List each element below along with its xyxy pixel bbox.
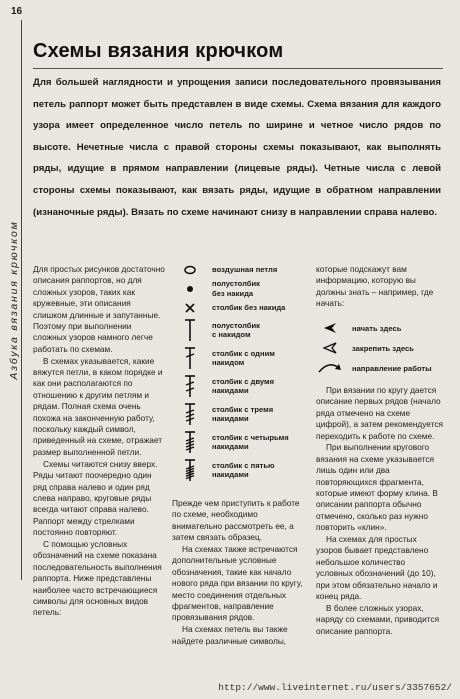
paragraph: Для простых рисунков достаточно описания раппортов, но для сложных узоров, таких как кружевные, эти описания слишком длинные и запутанные. Поэтому при выполнении сложных узоров намного легче работать по схемам. (33, 264, 165, 354)
column-right-intro: которые подскажут вам информацию, которую вы должны знать – например, где начать: (316, 264, 434, 309)
paragraph: Прежде чем приступить к работе по схеме, необходимо внимательно рассмотреть ее, а затем связать образец. (172, 498, 300, 543)
column-middle (172, 498, 308, 647)
paragraph: При выполнении кругового вязания на схеме указывается лишь один или два повторяющихся фрагмента, которые имеют форму клина. В описании раппорта обычно отмечено, сколько раз нужно повторить «клин». (316, 442, 438, 533)
source-url: http://www.liveinternet.ru/users/3357652/ (218, 682, 452, 693)
legend-row (172, 302, 310, 314)
stitch-0-icon (172, 318, 208, 342)
legend-label: столбик с одним накидом (212, 348, 275, 367)
stitch-4-icon (172, 430, 208, 454)
marker-label: направление работы (352, 363, 432, 373)
stitch-2-icon (172, 374, 208, 398)
paragraph: С помощью условных обозначений на схеме показана последовательность выполнения раппорта. Ниже представлены наиболее часто встречающиеся символы для основных видов петель: (33, 538, 162, 618)
paragraph: На схемах петель вы также найдете различные символы, (172, 624, 288, 646)
intro-paragraph: Для большей наглядности и упрощения записи последовательного провязывания петель раппорт может быть представлен в виде схемы. Схема вязания для каждого узора имеет определенное число петель по ширине и четное число рядов по высоте. Нечетные числа с правой стороны схемы показывают, как выполнять ряды, идущие в прямом направлении (лицевые ряды). Четные числа с левой стороны схемы показывают, как вязать ряды, идущие в обратном направлении (изнаночные ряды). Вязать по схеме начинают снизу в направлении справа налево. (33, 77, 441, 218)
paragraph: В схемах указывается, какие вяжутся петли, в каком порядке и как они располагаются по отношению к другим петлям и рядам. Полная схема очень похожа на законченную работу, поскольку каждый символ, приведенный на схеме, отражает размер выполненной петли. (33, 355, 163, 457)
legend-row (172, 374, 310, 398)
paragraph: Схемы читаются снизу вверх. Ряды читают поочередно один ряд справа налево и один ряд слева направо, круговые ряды всегда читают справа налево. Раппорт между стрелками постоянно повторяют. (33, 458, 158, 538)
legend-label: столбик с четырьмя накидами (212, 432, 289, 451)
legend-label: воздушная петля (212, 265, 278, 275)
legend-label: столбик с пятью накидами (212, 460, 275, 479)
column-left (33, 264, 165, 619)
legend-row (172, 265, 310, 275)
marker-legend (316, 318, 446, 378)
marker-row (316, 318, 446, 338)
fasten-icon (316, 342, 344, 354)
side-title: Азбука вязания крючком (8, 220, 20, 380)
start-icon (316, 322, 344, 334)
legend-row (172, 458, 310, 482)
stitch-5-icon (172, 458, 208, 482)
marker-row (316, 338, 446, 358)
legend-label: столбик без накида (212, 303, 286, 313)
legend-row (172, 430, 310, 454)
page-number: 16 (11, 6, 23, 17)
stitch-legend (172, 265, 310, 486)
paragraph: При вязании по кругу дается описание первых рядов (начало ряда отмечено на схеме цифрой), а затем рекомендуется переходить к работе по схеме. (316, 385, 443, 441)
direction-icon (316, 361, 344, 375)
column-right (316, 385, 444, 637)
oval-icon (172, 265, 208, 275)
page-title: Схемы вязания крючком (33, 40, 284, 62)
stitch-3-icon (172, 402, 208, 426)
marker-row (316, 358, 446, 378)
legend-row (172, 402, 310, 426)
legend-label: столбик с двумя накидами (212, 376, 275, 395)
marker-label: закрепить здесь (352, 343, 414, 353)
dot-icon (172, 284, 208, 294)
legend-label: полустолбик с накидом (212, 320, 260, 339)
paragraph: В более сложных узорах, наряду со схемами, приводится описание раппорта. (316, 602, 440, 636)
legend-label: полустолбик без накида (212, 279, 260, 298)
legend-label: столбик с тремя накидами (212, 404, 274, 423)
paragraph: На схемах также встречаются дополнительные условные обозначения, такие как начало нового ряда при вязании по кругу, место соединения отдельных фрагментов, направление провязывания рядов. (172, 544, 303, 623)
stitch-1-icon (172, 346, 208, 370)
cross-icon (172, 302, 208, 314)
title-rule (33, 68, 443, 69)
legend-row (172, 346, 310, 370)
legend-row (172, 318, 310, 342)
paragraph: На схемах для простых узоров бывает представлено небольшое количество условных обозначений (до 10), при этом обязательно начало и конец ряда. (316, 534, 438, 602)
legend-row (172, 279, 310, 298)
marker-label: начать здесь (352, 323, 402, 333)
